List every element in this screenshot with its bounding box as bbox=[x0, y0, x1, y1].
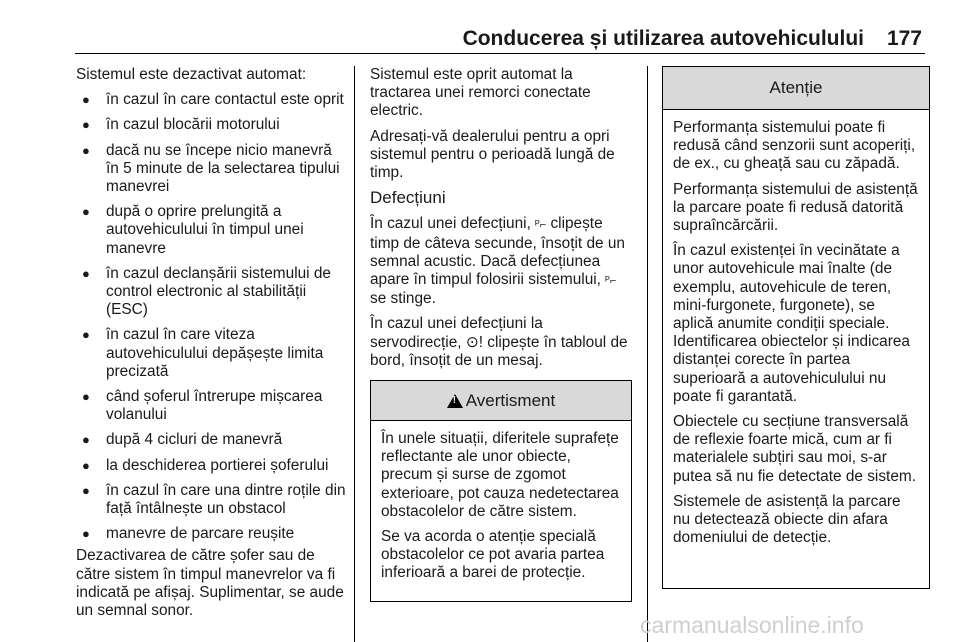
column-1 bbox=[76, 66, 346, 627]
bullet-icon: ● bbox=[82, 482, 90, 498]
attention-header bbox=[663, 67, 929, 110]
steering-warning-icon: ⊙! bbox=[465, 333, 483, 351]
list-item: ● în cazul în care contactul este oprit bbox=[82, 91, 344, 109]
list-item: ● în cazul declanșării sistemului de control electronic al stabilității (ESC) bbox=[82, 264, 331, 319]
warning-box bbox=[370, 380, 632, 602]
bullet-icon: ● bbox=[82, 92, 90, 108]
bullet-icon: ● bbox=[82, 389, 90, 405]
dealer-paragraph: Adresați-vă dealerului pentru a opri sistemul pentru o perioadă lungă de timp. bbox=[370, 127, 615, 182]
attention-paragraph: În cazul existenței în vecinătate a unor autovehicule mai înalte (de exemplu, autovehicule de teren, mini-furgonete, furgonete), se aplică anumite condiții speciale. Identificarea obiectelor și indicarea distanței corecte în partea superioară a autovehiculului nu poate fi garantată. bbox=[673, 242, 910, 405]
bullet-icon: ● bbox=[82, 526, 90, 542]
column-2 bbox=[370, 66, 635, 377]
list-item: ● în cazul blocării motorului bbox=[82, 116, 280, 134]
list-item: ● la deschiderea portierei șoferului bbox=[82, 456, 329, 474]
attention-paragraph: Sistemele de asistență la parcare nu detectează obiecte din afara domeniului de detecție. bbox=[673, 492, 901, 547]
list-item: ● dacă nu se începe nicio manevră în 5 minute de la selectarea tipului manevrei bbox=[82, 141, 340, 196]
deactivation-outro: Dezactivarea de către șofer sau de către sistem în timpul manevrelor va fi indicată pe afișaj. Suplimentar, se aude un semnal sonor. bbox=[76, 547, 344, 620]
bullet-icon: ● bbox=[82, 457, 90, 473]
page-header bbox=[0, 0, 960, 56]
fault-paragraph: În cazul unei defecțiuni, ᴾ⌐ clipește timp de câteva secunde, însoțit de un semnal acustic. Dacă defecțiunea apare în timpul folosirii sistemului, ᴾ⌐ se stinge. bbox=[370, 215, 625, 308]
list-item: ● când șoferul întrerupe mișcarea volanului bbox=[82, 388, 323, 424]
list-item: ● în cazul în care una dintre roțile din față întâlnește un obstacol bbox=[82, 481, 346, 518]
bullet-icon: ● bbox=[82, 204, 90, 220]
trailer-paragraph: Sistemul este oprit automat la tractarea unei remorci conectate electric. bbox=[370, 66, 591, 120]
bullet-icon: ● bbox=[82, 432, 90, 448]
list-item: ● în cazul în care viteza autovehiculului depășește limita precizată bbox=[82, 326, 324, 380]
column-divider-1 bbox=[354, 66, 355, 642]
warning-paragraph: În unele situații, diferitele suprafețe reflectante ale unor obiecte, precum și surse de zgomot exterioare, pot cauza nedetectarea obstacolelor de către sistem. bbox=[381, 430, 619, 520]
bullet-icon: ● bbox=[82, 142, 90, 158]
warning-body bbox=[371, 421, 631, 596]
section-heading-faults: Defecțiuni bbox=[370, 188, 446, 208]
page-title: Conducerea și utilizarea autovehiculului bbox=[462, 27, 864, 50]
attention-box bbox=[662, 66, 930, 589]
warning-title: Avertisment bbox=[465, 390, 556, 410]
parking-assist-icon: ᴾ⌐ bbox=[535, 219, 547, 232]
bullet-icon: ● bbox=[82, 327, 90, 343]
attention-body bbox=[663, 110, 929, 560]
parking-assist-icon: ᴾ⌐ bbox=[605, 275, 617, 288]
attention-paragraph: Performanța sistemului de asistență la parcare poate fi redusă datorită supraîncărcării. bbox=[673, 180, 918, 235]
attention-paragraph: Obiectele cu secțiune transversală de reflexie foarte mică, cum ar fi materialele subțiri sau moi, s-ar putea să nu fie detectate de sistem. bbox=[673, 413, 916, 485]
header-rule bbox=[75, 53, 925, 54]
list-item: ● după 4 cicluri de manevră bbox=[82, 431, 283, 449]
list-item: ● manevre de parcare reușite bbox=[82, 525, 295, 543]
warning-paragraph: Se va acorda o atenție specială obstacolelor ce pot avaria partea inferioară a barei de protecție. bbox=[381, 528, 605, 582]
watermark-text: carmanualsonline.info bbox=[640, 612, 864, 638]
bullet-icon: ● bbox=[82, 265, 90, 281]
steering-fault-paragraph: În cazul unei defecțiuni la servodirecție, ⊙! clipește în tabloul de bord, însoțit de un mesaj. bbox=[370, 315, 628, 369]
warning-triangle-icon bbox=[447, 394, 463, 408]
deactivation-list bbox=[76, 91, 346, 543]
page-number: 177 bbox=[886, 27, 922, 50]
attention-paragraph: Performanța sistemului poate fi redusă când senzorii sunt acoperiți, de ex., cu gheață sau cu zăpadă. bbox=[673, 119, 916, 173]
deactivation-intro: Sistemul este dezactivat automat: bbox=[76, 66, 307, 83]
attention-title: Atenție bbox=[769, 78, 823, 97]
column-divider-2 bbox=[647, 66, 648, 642]
warning-header bbox=[371, 381, 631, 421]
list-item: ● după o oprire prelungită a autovehiculului în timpul unei manevre bbox=[82, 203, 304, 257]
bullet-icon: ● bbox=[82, 117, 90, 133]
